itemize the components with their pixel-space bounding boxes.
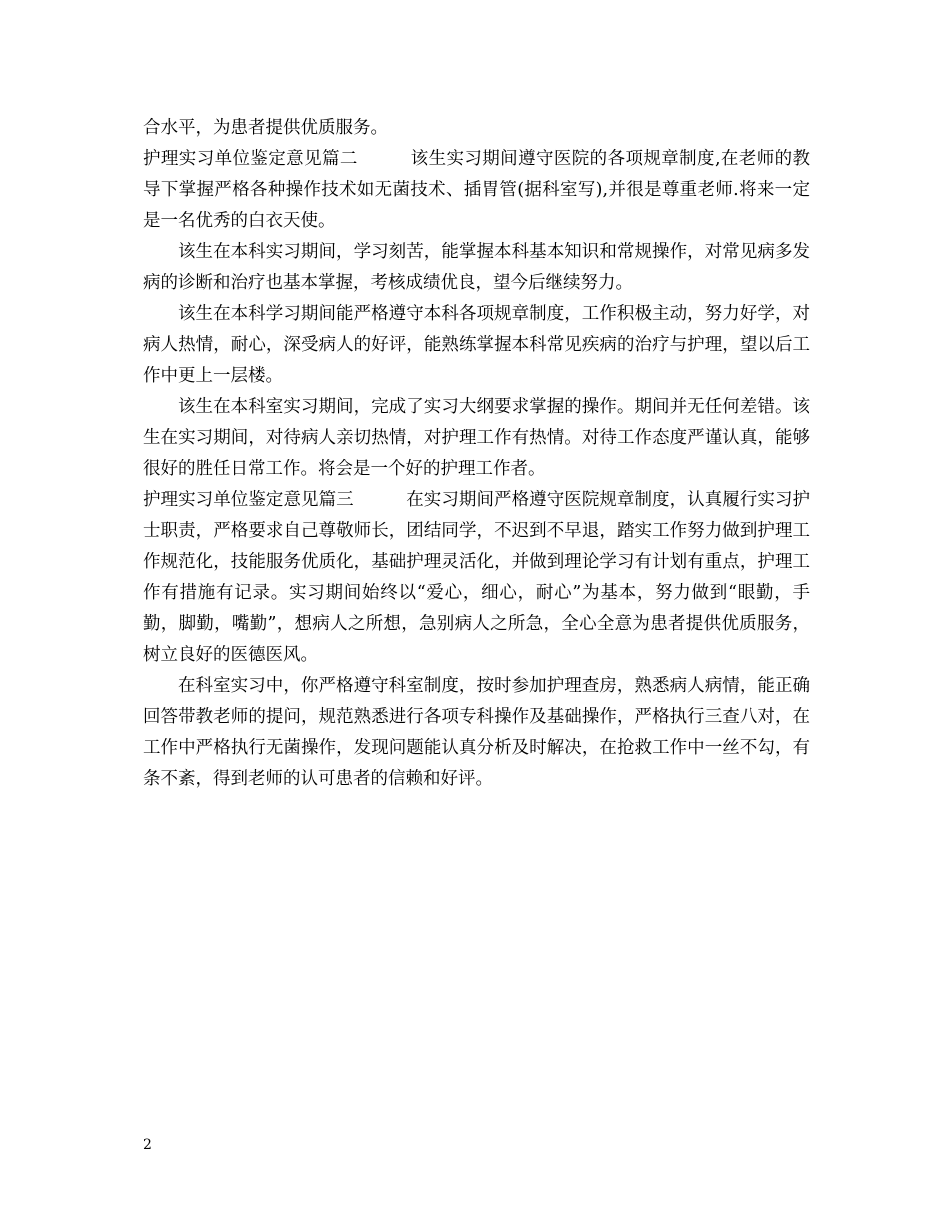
section-two-paragraph [143, 144, 810, 237]
paragraph [143, 299, 810, 392]
paragraph [143, 671, 810, 795]
paragraph-text: 在科室实习中，你严格遵守科室制度，按时参加护理查房，熟悉病人病情，能正确回答带教老师的提问，规范熟悉进行各项专科操作及基础操作，严格执行三查八对，在工作中严格执行无菌操作，发现问题能认真分析及时解决，在抢救工作中一丝不勾，有条不紊，得到老师的认可患者的信赖和好评。 [143, 676, 810, 789]
paragraph-continuation [143, 113, 810, 144]
section-heading: 护理实习单位鉴定意见篇三 [143, 490, 354, 510]
document-body [143, 113, 810, 795]
page-number: 2 [143, 1137, 152, 1153]
paragraph-text: 该生实习期间遵守医院的各项规章制度,在老师的教导下掌握严格各种操作技术如无菌技术、插胃管(据科室写),并很是尊重老师.将来一定是一名优秀的白衣天使。 [143, 149, 811, 231]
paragraph-text: 该生在本科学习期间能严格遵守本科各项规章制度，工作积极主动，努力好学，对病人热情，耐心，深受病人的好评，能熟练掌握本科常见疾病的治疗与护理，望以后工作中更上一层楼。 [143, 304, 810, 386]
section-three-paragraph [143, 485, 810, 671]
paragraph-text: 该生在本科室实习期间，完成了实习大纲要求掌握的操作。期间并无任何差错。该生在实习期间，对待病人亲切热情，对护理工作有热情。对待工作态度严谨认真，能够很好的胜任日常工作。将会是一个好的护理工作者。 [143, 397, 810, 479]
section-heading: 护理实习单位鉴定意见篇二 [143, 149, 358, 169]
paragraph-text: 该生在本科实习期间，学习刻苦，能掌握本科基本知识和常规操作，对常见病多发病的诊断和治疗也基本掌握，考核成绩优良，望今后继续努力。 [143, 242, 810, 293]
paragraph-text: 合水平，为患者提供优质服务。 [143, 118, 388, 138]
paragraph [143, 392, 810, 485]
paragraph-text: 在实习期间严格遵守医院规章制度，认真履行实习护士职责，严格要求自己尊敬师长，团结同学，不迟到不早退，踏实工作努力做到护理工作规范化，技能服务优质化，基础护理灵活化，并做到理论学习有计划有重点，护理工作有措施有记录。实习期间始终以“爱心，细心，耐心”为基本，努力做到“眼勤，手勤，脚勤，嘴勤”，想病人之所想，急别病人之所急，全心全意为患者提供优质服务，树立良好的医德医风。 [143, 490, 811, 665]
paragraph [143, 237, 810, 299]
